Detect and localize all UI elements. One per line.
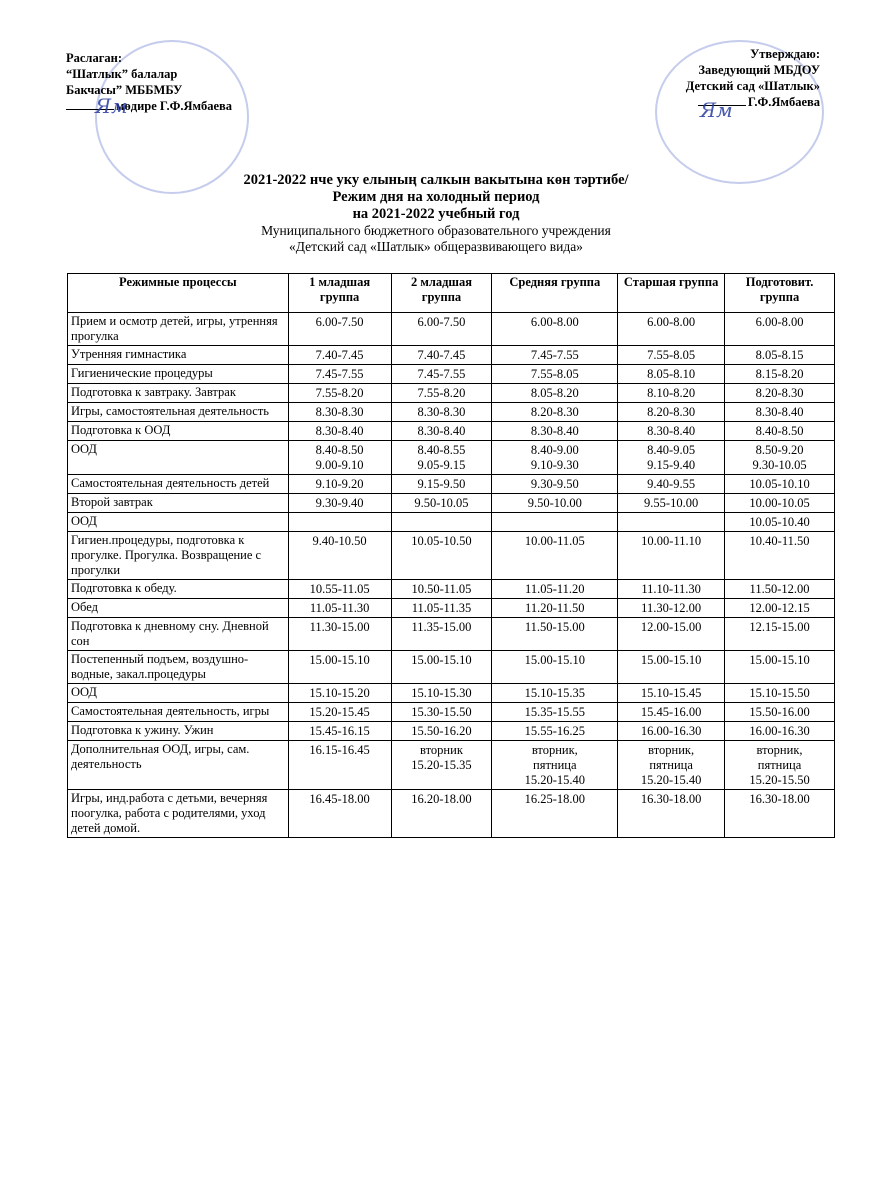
time-cell-junior-2: 9.15-9.50: [391, 475, 492, 494]
header-group-middle: Средняя группа: [492, 274, 618, 313]
process-cell: Обед: [68, 599, 289, 618]
table-row: [68, 422, 835, 441]
time-cell-junior-2: 9.50-10.05: [391, 494, 492, 513]
table-row: [68, 403, 835, 422]
time-cell-junior-1: 9.30-9.40: [288, 494, 391, 513]
time-cell-senior: 8.30-8.40: [618, 422, 725, 441]
approved-position: Заведующий МБДОУ: [698, 63, 820, 77]
time-cell-junior-2: 7.55-8.20: [391, 384, 492, 403]
time-cell-senior: 15.45-16.00: [618, 703, 725, 722]
time-cell-junior-1: 6.00-7.50: [288, 313, 391, 346]
table-row: [68, 651, 835, 684]
time-cell-senior: 10.00-11.10: [618, 532, 725, 580]
time-cell-junior-2: 15.30-15.50: [391, 703, 492, 722]
signature-right: Ям: [700, 98, 733, 122]
time-cell-prep: вторник, пятница 15.20-15.50: [725, 741, 835, 790]
approved-signer: Г.Ф.Ямбаева: [747, 95, 820, 109]
time-cell-prep: 15.00-15.10: [725, 651, 835, 684]
time-cell-senior: 6.00-8.00: [618, 313, 725, 346]
time-cell-junior-1: 15.20-15.45: [288, 703, 391, 722]
time-cell-prep: 8.50-9.20 9.30-10.05: [725, 441, 835, 475]
time-cell-senior: 15.00-15.10: [618, 651, 725, 684]
header-group-junior-1: 1 младшая группа: [288, 274, 391, 313]
process-cell: Подготовка к ужину. Ужин: [68, 722, 289, 741]
time-cell-senior: 16.00-16.30: [618, 722, 725, 741]
title-year: на 2021-2022 учебный год: [352, 206, 520, 222]
time-cell-junior-2: 8.30-8.30: [391, 403, 492, 422]
time-cell-junior-2: вторник 15.20-15.35: [391, 741, 492, 790]
time-cell-junior-1: 16.15-16.45: [288, 741, 391, 790]
title-russian: Режим дня на холодный период: [332, 189, 540, 205]
time-cell-senior: 11.30-12.00: [618, 599, 725, 618]
process-cell: Игры, инд.работа с детьми, вечерняя поогулка, работа с родителями, уход детей домой.: [68, 790, 289, 838]
time-cell-prep: 8.30-8.40: [725, 403, 835, 422]
time-cell-middle: 15.55-16.25: [492, 722, 618, 741]
subtitle-kindergarten: «Детский сад «Шатлык» общеразвивающего вида»: [289, 239, 583, 254]
time-cell-middle: 15.35-15.55: [492, 703, 618, 722]
table-row: [68, 384, 835, 403]
process-cell: Подготовка к ООД: [68, 422, 289, 441]
time-cell-junior-1: 9.10-9.20: [288, 475, 391, 494]
process-cell: Подготовка к обеду.: [68, 580, 289, 599]
time-cell-junior-1: 11.05-11.30: [288, 599, 391, 618]
time-cell-junior-2: 15.10-15.30: [391, 684, 492, 703]
time-cell-junior-1: 10.55-11.05: [288, 580, 391, 599]
agreed-signer-row: [66, 98, 232, 114]
time-cell-prep: 12.15-15.00: [725, 618, 835, 651]
agreed-block: [66, 50, 232, 114]
time-cell-senior: 8.10-8.20: [618, 384, 725, 403]
time-cell-junior-1: 8.30-8.40: [288, 422, 391, 441]
time-cell-middle: [492, 513, 618, 532]
time-cell-junior-2: 8.40-8.55 9.05-9.15: [391, 441, 492, 475]
time-cell-middle: 8.30-8.40: [492, 422, 618, 441]
time-cell-middle: 7.45-7.55: [492, 346, 618, 365]
table-row: [68, 790, 835, 838]
time-cell-junior-2: 11.05-11.35: [391, 599, 492, 618]
table-row: [68, 441, 835, 475]
time-cell-senior: 8.20-8.30: [618, 403, 725, 422]
table-row: [68, 346, 835, 365]
time-cell-senior: 15.10-15.45: [618, 684, 725, 703]
subtitle-institution: Муниципального бюджетного образовательного учреждения: [261, 223, 611, 238]
time-cell-middle: 11.50-15.00: [492, 618, 618, 651]
time-cell-prep: 11.50-12.00: [725, 580, 835, 599]
time-cell-prep: 15.50-16.00: [725, 703, 835, 722]
process-cell: Самостоятельная деятельность детей: [68, 475, 289, 494]
table-row: [68, 580, 835, 599]
time-cell-middle: 6.00-8.00: [492, 313, 618, 346]
signature-left: Ям: [95, 94, 128, 118]
process-cell: Постепенный подъем, воздушно-водные, закал.процедуры: [68, 651, 289, 684]
header-group-prep: Подготовит. группа: [725, 274, 835, 313]
process-cell: Подготовка к дневному сну. Дневной сон: [68, 618, 289, 651]
time-cell-junior-2: [391, 513, 492, 532]
time-cell-junior-1: 8.30-8.30: [288, 403, 391, 422]
table-row: [68, 313, 835, 346]
time-cell-junior-1: 9.40-10.50: [288, 532, 391, 580]
time-cell-middle: 8.05-8.20: [492, 384, 618, 403]
schedule-body: [68, 313, 835, 838]
time-cell-middle: 8.20-8.30: [492, 403, 618, 422]
time-cell-senior: вторник, пятница 15.20-15.40: [618, 741, 725, 790]
time-cell-prep: 15.10-15.50: [725, 684, 835, 703]
time-cell-middle: 16.25-18.00: [492, 790, 618, 838]
table-row: [68, 494, 835, 513]
time-cell-junior-2: 8.30-8.40: [391, 422, 492, 441]
time-cell-prep: 8.40-8.50: [725, 422, 835, 441]
time-cell-junior-1: 11.30-15.00: [288, 618, 391, 651]
time-cell-middle: 15.00-15.10: [492, 651, 618, 684]
table-row: [68, 513, 835, 532]
agreed-label: Раслаган:: [66, 51, 122, 65]
time-cell-junior-2: 15.00-15.10: [391, 651, 492, 684]
approved-label: Утверждаю:: [750, 47, 820, 61]
schedule-table: [67, 273, 835, 838]
time-cell-junior-2: 10.50-11.05: [391, 580, 492, 599]
header-group-senior: Старшая группа: [618, 274, 725, 313]
process-cell: ООД: [68, 684, 289, 703]
process-cell: Гигиен.процедуры, подготовка к прогулке. Прогулка. Возвращение с прогулки: [68, 532, 289, 580]
time-cell-prep: 10.40-11.50: [725, 532, 835, 580]
time-cell-junior-1: 16.45-18.00: [288, 790, 391, 838]
time-cell-prep: 12.00-12.15: [725, 599, 835, 618]
time-cell-junior-2: 16.20-18.00: [391, 790, 492, 838]
process-cell: Гигиенические процедуры: [68, 365, 289, 384]
time-cell-junior-2: 10.05-10.50: [391, 532, 492, 580]
agreed-org-line1: “Шатлык” балалар: [66, 67, 178, 81]
table-row: [68, 599, 835, 618]
time-cell-junior-2: 15.50-16.20: [391, 722, 492, 741]
table-row: [68, 365, 835, 384]
time-cell-senior: 7.55-8.05: [618, 346, 725, 365]
time-cell-middle: 15.10-15.35: [492, 684, 618, 703]
table-row: [68, 684, 835, 703]
time-cell-junior-1: 7.55-8.20: [288, 384, 391, 403]
header-group-junior-2: 2 младшая группа: [391, 274, 492, 313]
time-cell-senior: 9.40-9.55: [618, 475, 725, 494]
process-cell: Самостоятельная деятельность, игры: [68, 703, 289, 722]
time-cell-senior: [618, 513, 725, 532]
time-cell-junior-1: 15.00-15.10: [288, 651, 391, 684]
agreed-org-line2: Бакчасы” МББМБУ: [66, 83, 183, 97]
time-cell-middle: вторник, пятница 15.20-15.40: [492, 741, 618, 790]
time-cell-senior: 12.00-15.00: [618, 618, 725, 651]
time-cell-prep: 8.05-8.15: [725, 346, 835, 365]
time-cell-prep: 10.05-10.10: [725, 475, 835, 494]
table-row: [68, 741, 835, 790]
time-cell-prep: 8.15-8.20: [725, 365, 835, 384]
time-cell-prep: 6.00-8.00: [725, 313, 835, 346]
time-cell-senior: 9.55-10.00: [618, 494, 725, 513]
time-cell-prep: 10.05-10.40: [725, 513, 835, 532]
time-cell-senior: 8.05-8.10: [618, 365, 725, 384]
table-header-row: [68, 274, 835, 313]
process-cell: Прием и осмотр детей, игры, утренняя прогулка: [68, 313, 289, 346]
time-cell-middle: 11.20-11.50: [492, 599, 618, 618]
time-cell-middle: 10.00-11.05: [492, 532, 618, 580]
time-cell-junior-2: 7.40-7.45: [391, 346, 492, 365]
time-cell-junior-1: 15.45-16.15: [288, 722, 391, 741]
time-cell-prep: 10.00-10.05: [725, 494, 835, 513]
time-cell-senior: 8.40-9.05 9.15-9.40: [618, 441, 725, 475]
title-tatar: 2021-2022 нче уку елының салкын вакытына көн тәртибе/: [243, 172, 629, 188]
document-titles: [0, 172, 872, 255]
process-cell: Утренняя гимнастика: [68, 346, 289, 365]
time-cell-prep: 8.20-8.30: [725, 384, 835, 403]
process-cell: Второй завтрак: [68, 494, 289, 513]
time-cell-junior-1: 15.10-15.20: [288, 684, 391, 703]
time-cell-junior-1: 8.40-8.50 9.00-9.10: [288, 441, 391, 475]
table-row: [68, 475, 835, 494]
approved-org: Детский сад «Шатлык»: [685, 79, 820, 93]
table-row: [68, 722, 835, 741]
time-cell-middle: 7.55-8.05: [492, 365, 618, 384]
time-cell-junior-2: 6.00-7.50: [391, 313, 492, 346]
time-cell-senior: 16.30-18.00: [618, 790, 725, 838]
process-cell: Дополнительная ООД, игры, сам. деятельность: [68, 741, 289, 790]
header-processes: Режимные процессы: [68, 274, 289, 313]
time-cell-middle: 8.40-9.00 9.10-9.30: [492, 441, 618, 475]
time-cell-junior-2: 7.45-7.55: [391, 365, 492, 384]
time-cell-junior-1: [288, 513, 391, 532]
time-cell-junior-1: 7.45-7.55: [288, 365, 391, 384]
process-cell: ООД: [68, 441, 289, 475]
table-row: [68, 618, 835, 651]
time-cell-middle: 9.50-10.00: [492, 494, 618, 513]
time-cell-prep: 16.30-18.00: [725, 790, 835, 838]
time-cell-senior: 11.10-11.30: [618, 580, 725, 599]
process-cell: Игры, самостоятельная деятельность: [68, 403, 289, 422]
process-cell: Подготовка к завтраку. Завтрак: [68, 384, 289, 403]
time-cell-junior-1: 7.40-7.45: [288, 346, 391, 365]
table-row: [68, 703, 835, 722]
time-cell-middle: 11.05-11.20: [492, 580, 618, 599]
time-cell-junior-2: 11.35-15.00: [391, 618, 492, 651]
table-row: [68, 532, 835, 580]
process-cell: ООД: [68, 513, 289, 532]
time-cell-middle: 9.30-9.50: [492, 475, 618, 494]
time-cell-prep: 16.00-16.30: [725, 722, 835, 741]
agreed-signer: мөдире Г.Ф.Ямбаева: [116, 99, 233, 113]
